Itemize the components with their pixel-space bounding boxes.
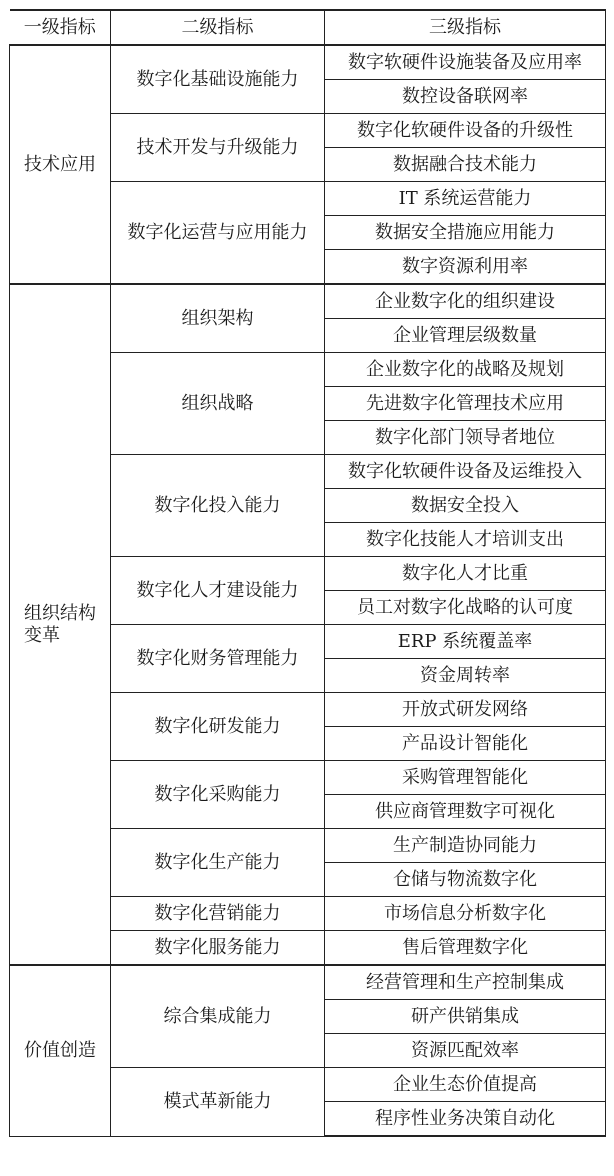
level3-cell: 资源匹配效率 xyxy=(325,1034,606,1068)
level3-cell: 研产供销集成 xyxy=(325,1000,606,1034)
level3-cell: 数字软硬件设施装备及应用率 xyxy=(325,45,606,80)
level2-cell: 数字化基础设施能力 xyxy=(111,45,325,114)
level2-cell: 组织架构 xyxy=(111,284,325,353)
level2-cell: 数字化人才建设能力 xyxy=(111,557,325,625)
level3-cell: 仓储与物流数字化 xyxy=(325,863,606,897)
level3-cell: 数据融合技术能力 xyxy=(325,148,606,182)
level3-cell: 数据安全措施应用能力 xyxy=(325,216,606,250)
level3-cell: 企业数字化的组织建设 xyxy=(325,284,606,319)
level3-cell: 程序性业务决策自动化 xyxy=(325,1102,606,1137)
level3-cell: 市场信息分析数字化 xyxy=(325,897,606,931)
table-row xyxy=(10,284,606,319)
level3-cell: 数字化软硬件设备的升级性 xyxy=(325,114,606,148)
level2-cell: 数字化研发能力 xyxy=(111,693,325,761)
level3-cell: 数字化人才比重 xyxy=(325,557,606,591)
level3-cell: 数字化技能人才培训支出 xyxy=(325,523,606,557)
level1-cell: 技术应用 xyxy=(10,45,111,284)
level2-cell: 数字化服务能力 xyxy=(111,931,325,966)
level2-cell: 综合集成能力 xyxy=(111,965,325,1068)
level3-cell: 数字化部门领导者地位 xyxy=(325,421,606,455)
level3-cell: ERP 系统覆盖率 xyxy=(325,625,606,659)
level3-cell: 数字化软硬件设备及运维投入 xyxy=(325,455,606,489)
table-row xyxy=(10,965,606,1000)
level2-cell: 模式革新能力 xyxy=(111,1068,325,1137)
level2-cell: 数字化采购能力 xyxy=(111,761,325,829)
header-level2: 二级指标 xyxy=(111,10,325,45)
level3-cell: 采购管理智能化 xyxy=(325,761,606,795)
level3-cell: 经营管理和生产控制集成 xyxy=(325,965,606,1000)
level3-cell: 供应商管理数字可视化 xyxy=(325,795,606,829)
level3-cell: 先进数字化管理技术应用 xyxy=(325,387,606,421)
level2-cell: 组织战略 xyxy=(111,353,325,455)
level3-cell: 企业数字化的战略及规划 xyxy=(325,353,606,387)
level2-cell: 技术开发与升级能力 xyxy=(111,114,325,182)
level3-cell: 开放式研发网络 xyxy=(325,693,606,727)
level3-cell: 企业生态价值提高 xyxy=(325,1068,606,1102)
level3-cell: 数据安全投入 xyxy=(325,489,606,523)
level3-cell: 产品设计智能化 xyxy=(325,727,606,761)
level3-cell: 生产制造协同能力 xyxy=(325,829,606,863)
level3-cell: 数字资源利用率 xyxy=(325,250,606,285)
level2-cell: 数字化营销能力 xyxy=(111,897,325,931)
header-row xyxy=(10,10,606,45)
level1-cell: 组织结构变革 xyxy=(10,284,111,965)
level3-cell: 数控设备联网率 xyxy=(325,80,606,114)
level3-cell: 售后管理数字化 xyxy=(325,931,606,966)
level3-cell: 企业管理层级数量 xyxy=(325,319,606,353)
level2-cell: 数字化投入能力 xyxy=(111,455,325,557)
level2-cell: 数字化财务管理能力 xyxy=(111,625,325,693)
header-level1: 一级指标 xyxy=(10,10,111,45)
level1-cell: 价值创造 xyxy=(10,965,111,1136)
header-level3: 三级指标 xyxy=(325,10,606,45)
level3-cell: 员工对数字化战略的认可度 xyxy=(325,591,606,625)
table-row xyxy=(10,45,606,80)
level3-cell: IT 系统运营能力 xyxy=(325,182,606,216)
level2-cell: 数字化生产能力 xyxy=(111,829,325,897)
indicator-table xyxy=(9,9,606,1137)
level3-cell: 资金周转率 xyxy=(325,659,606,693)
level2-cell: 数字化运营与应用能力 xyxy=(111,182,325,285)
